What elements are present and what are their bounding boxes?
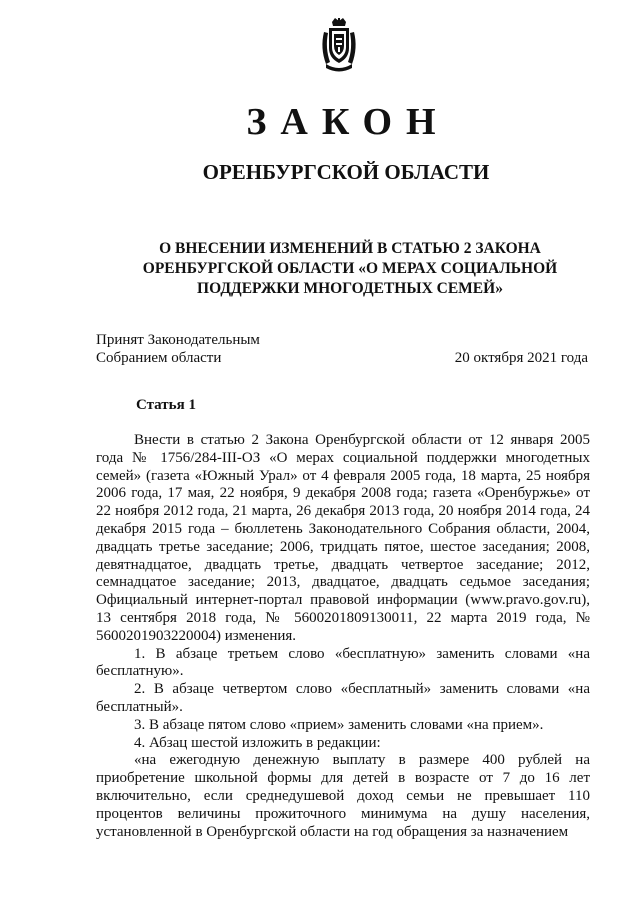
document-title: ЗАКОН	[246, 101, 450, 143]
paragraph: 2. В абзаце четвертом слово «бесплатный» заменить словами «на бесплатный».	[96, 681, 590, 715]
adoption-line: Принят Законодательным	[96, 332, 260, 348]
article-title: Статья 1	[136, 397, 196, 413]
law-heading-line: ОРЕНБУРГСКОЙ ОБЛАСТИ «О МЕРАХ СОЦИАЛЬНОЙ	[142, 260, 558, 277]
document-region: ОРЕНБУРГСКОЙ ОБЛАСТИ	[202, 160, 490, 184]
paragraph: 3. В абзаце пятом слово «прием» заменить словами «на прием».	[134, 716, 544, 733]
adoption-date: 20 октября 2021 года	[454, 350, 588, 366]
paragraph: 1. В абзаце третьем слово «бесплатную» заменить словами «на бесплатную».	[96, 645, 590, 680]
paragraph: 4. Абзац шестой изложить в редакции:	[134, 734, 381, 751]
law-heading-line: ПОДДЕРЖКИ МНОГОДЕТНЫХ СЕМЕЙ»	[197, 280, 503, 297]
law-heading	[140, 239, 560, 299]
adoption-info	[96, 331, 260, 367]
coat-of-arms-emblem-icon	[318, 18, 360, 74]
adoption-line: Собранием области	[96, 350, 222, 366]
paragraph: Внести в статью 2 Закона Оренбургской области от 12 января 2005 года № 1756/284-III-ОЗ «О мерах социальной поддержки многодетных семей» (газета «Южный Урал» от 4 февраля 2005 года, 18 марта, 25 ноября 2006 года, 17 мая, 22 ноября, 9 декабря 2008 года; газета «Оренбуржье» от 22 ноября 2012 года, 21 марта, 26 декабря 2013 года, 20 ноября 2014 года, 24 декабря 2015 года – бюллетень Законодательного Собрания области, 2004, двадцать третье заседание; 2006, тридцать пятое, шестое заседания; 2008, девятнадцатое, двадцать третье, двадцать четвертое заседание; 2012, семнадцатое заседание; 2013, двадцатое, двадцать седьмое заседания; Официальный интернет-портал правовой информации (www.pravo.gov.ru), 13 сентября 2018 года, № 5600201809130011, 22 марта 2019 года, № 5600201903220004) изменения.	[96, 432, 590, 644]
article-body	[96, 432, 590, 841]
paragraph: «на ежегодную денежную выплату в размере 400 рублей на приобретение школьной формы для детей в возрасте от 7 до 16 лет включительно, если среднедушевой доход семьи не превышает 110 процентов величины прожиточного минимума на душу населения, установленной в Оренбургской области на год обращения за назначением	[96, 752, 590, 840]
law-heading-line: О ВНЕСЕНИИ ИЗМЕНЕНИЙ В СТАТЬЮ 2 ЗАКОНА	[159, 240, 541, 257]
